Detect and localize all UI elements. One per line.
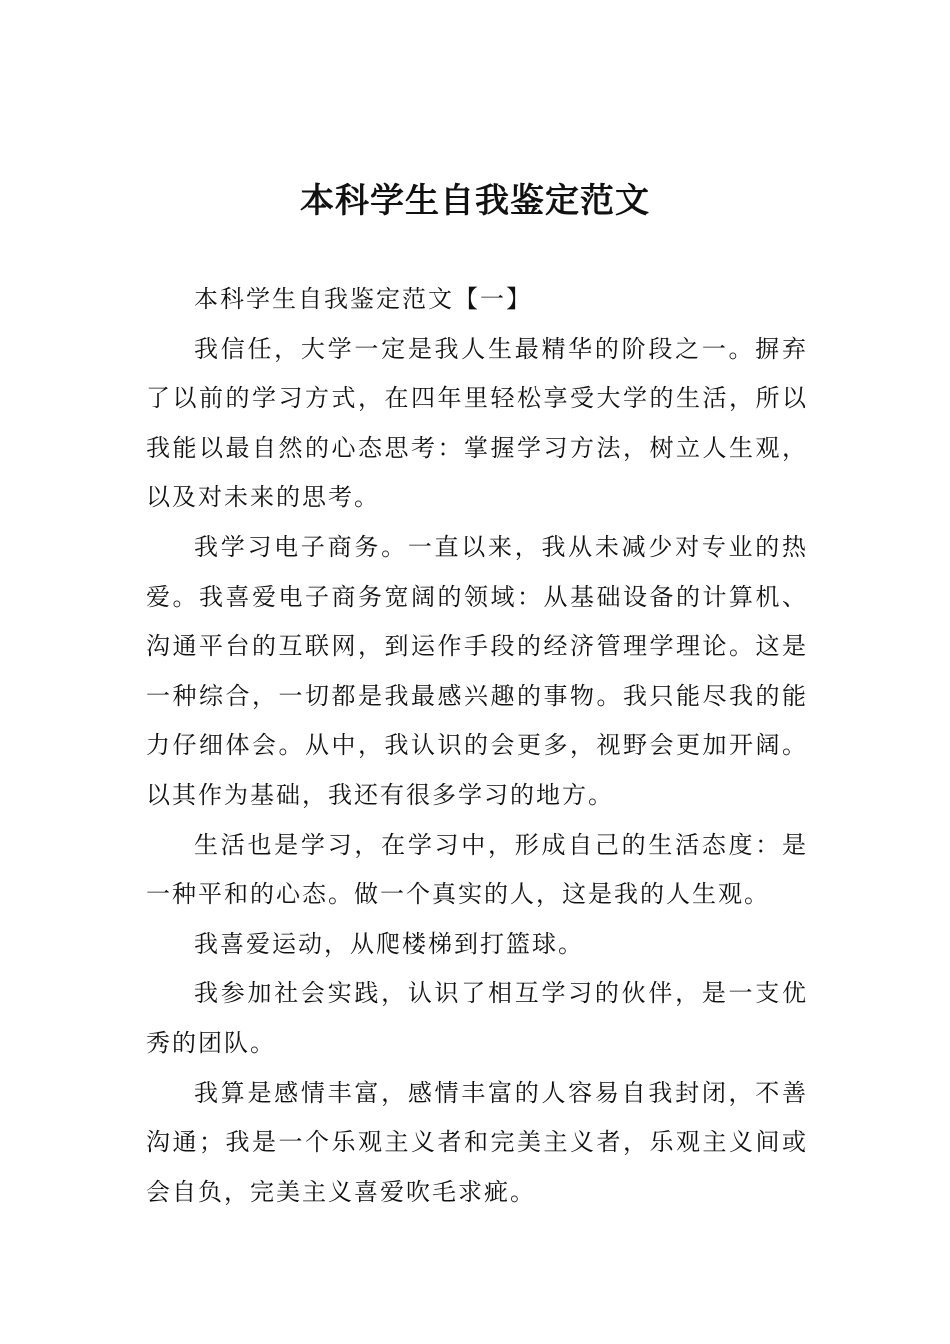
paragraph-3: 生活也是学习，在学习中，形成自己的生活态度：是一种平和的心态。做一个真实的人，这是我的人生观。 xyxy=(146,830,808,909)
document-body xyxy=(146,275,808,1217)
paragraph-4: 我喜爱运动，从爬楼梯到打篮球。 xyxy=(194,929,584,958)
paragraph-6: 我算是感情丰富，感情丰富的人容易自我封闭，不善沟通；我是一个乐观主义者和完美主义者，乐观主义间或会自负，完美主义喜爱吹毛求疵。 xyxy=(146,1078,808,1206)
document-title: 本科学生自我鉴定范文 xyxy=(300,181,650,221)
paragraph-1: 我信任，大学一定是我人生最精华的阶段之一。摒弃了以前的学习方式，在四年里轻松享受大学的生活，所以我能以最自然的心态思考：掌握学习方法，树立人生观，以及对未来的思考。 xyxy=(146,334,808,512)
paragraph-2: 我学习电子商务。一直以来，我从未减少对专业的热爱。我喜爱电子商务宽阔的领域：从基础设备的计算机、沟通平台的互联网，到运作手段的经济管理学理论。这是一种综合，一切都是我最感兴趣的事物。我只能尽我的能力仔细体会。从中，我认识的会更多，视野会更加开阔。以其作为基础，我还有很多学习的地方。 xyxy=(146,532,808,809)
paragraph-5: 我参加社会实践，认识了相互学习的伙伴，是一支优秀的团队。 xyxy=(146,979,808,1057)
section-heading: 本科学生自我鉴定范文【一】 xyxy=(194,285,532,313)
